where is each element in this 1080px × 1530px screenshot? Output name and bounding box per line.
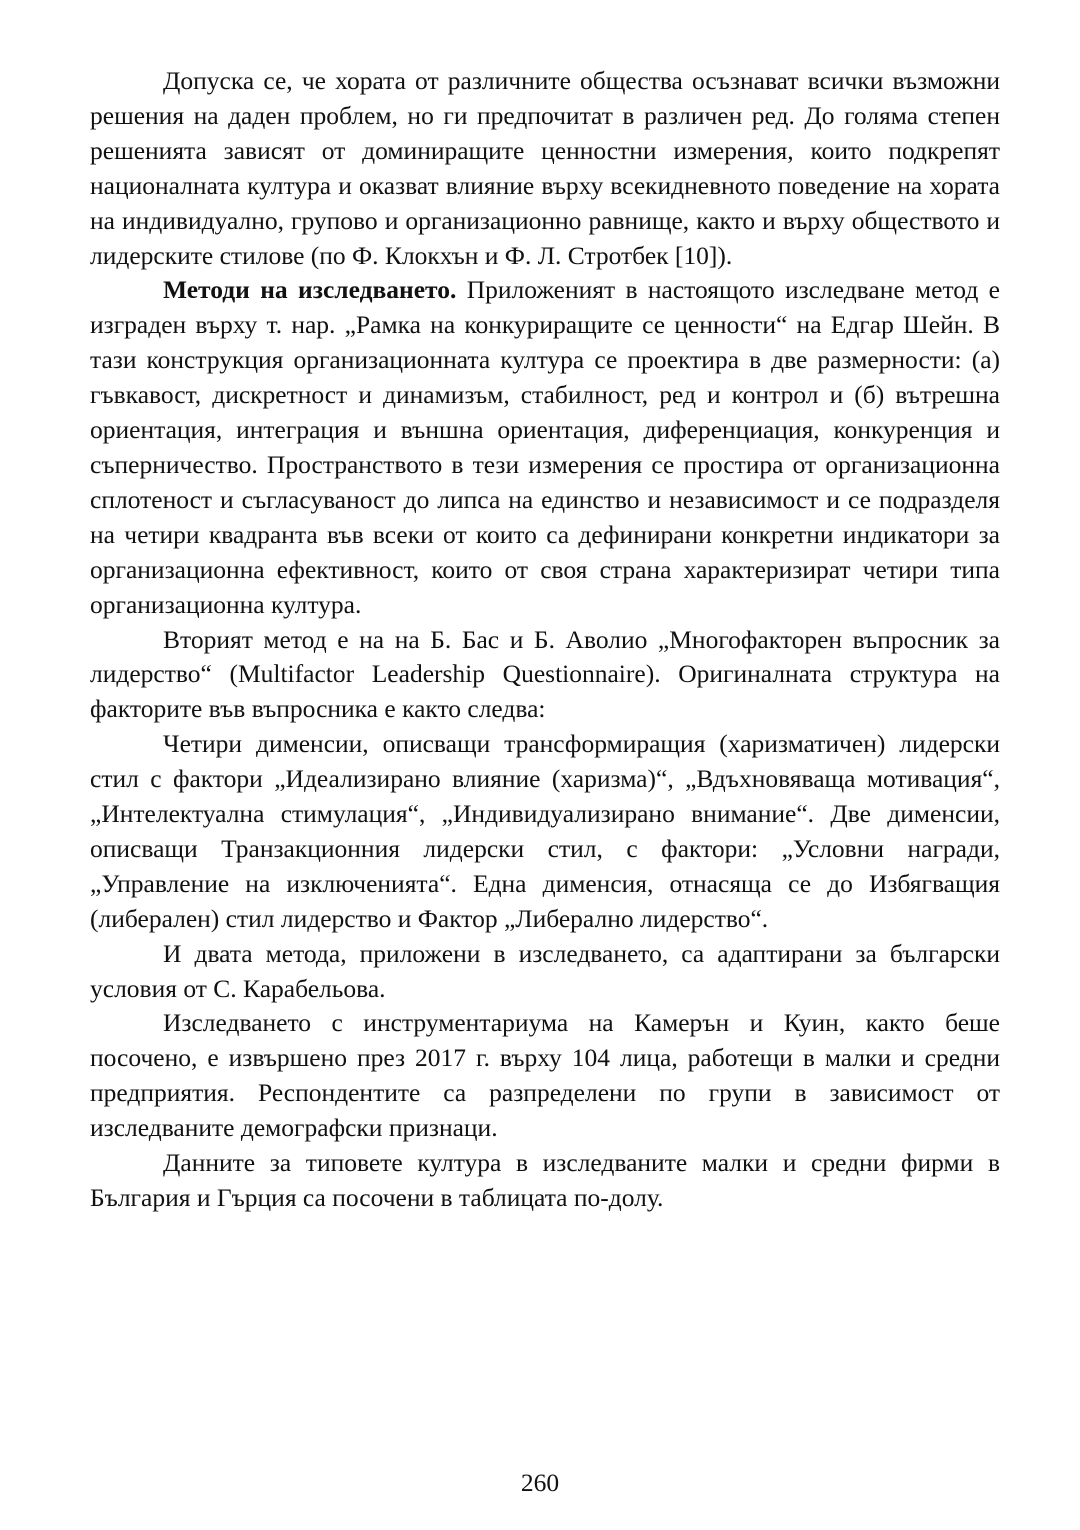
page-number: 260 (520, 1468, 560, 1497)
paragraph-5-text: И двата метода, приложени в изследването, са адаптирани за български условия от С. Карабельова. (90, 938, 1000, 1003)
paragraph-7 (90, 1146, 1000, 1216)
paragraph-5 (90, 937, 1000, 1007)
paragraph-3-text: Вторият метод е на на Б. Бас и Б. Аволио „Многофакторен въпросник за лидерство“ (Multifactor Leadership Questionnaire). Оригиналната структура на факторите във въпросника е както следва: (90, 624, 1000, 724)
paragraph-4-text: Четири димeнсии, описващи трансформиращия (харизматичен) лидерски стил с фактори „Идеализирано влияние (харизма)“, „Вдъхновяваща мотивация“, „Интелектуална стимулация“, „Индивидуализирано внимание“. Две димeнсии, описващи Транзакционния лидерски стил, с фактори: „Условни награди, „Управление на изключенията“. Една димeнсия, отнасяща се до Избягващия (либерален) стил лидерство и Фактор „Либерално лидерство“. (90, 729, 1000, 933)
paragraph-1-text: Допуска се, че хората от различните общества осъзнават всички възможни решения на даден проблем, но ги предпочитат в различен ред. До голяма степен решенията зависят от доминиращите ценностни измерения, които подкрепят националната култура и оказват влияние върху всекидневното поведение на хората на индивидуално, групово и организационно равнище, както и върху обществото и лидерските стилове (по Ф. Клокхън и Ф. Л. Стротбек [10]). (90, 66, 1000, 270)
paragraph-4 (90, 727, 1000, 936)
paragraph-7-text: Данните за типовете култура в изследваните малки и средни фирми в България и Гърция са посочени в таблицата по-долу. (90, 1148, 1000, 1212)
paragraph-3 (90, 623, 1000, 728)
page-body (90, 64, 1000, 1216)
paragraph-6-text: Изследването с инструментариума на Камерън и Куин, както беше посочено, е извършено през 2017 г. върху 104 лица, работещи в малки и средни предприятия. Респондентите са разпределени по групи в зависимост от изследваните демографски признаци. (90, 1008, 1000, 1143)
paragraph-1 (90, 64, 1000, 273)
paragraph-2-text: Приложеният в настоящото изследване метод е изграден върху т. нар. „Рамка на конкуриращите се ценности“ на Едгар Шейн. В тази конструкция организационната култура се проектира в две размерности: (а) гъвкавост, дискретност и динамизъм, стабилност, ред и контрол и (б) вътрешна ориентация, интеграция и външна ориентация, диференциация, конкуренция и съперничество. Пространството в тези измерения се простира от организационна сплотеност и съгласуваност до липса на единство и независимост и се подразделя на четири квадранта във всеки от които са дефинирани конкретни индикатори за организационна ефективност, които от своя страна характеризират четири типа организационна култура. (90, 275, 1000, 619)
paragraph-6 (90, 1006, 1000, 1146)
paragraph-2 (90, 273, 1000, 622)
section-heading-methods: Методи на изследването. (163, 275, 457, 305)
